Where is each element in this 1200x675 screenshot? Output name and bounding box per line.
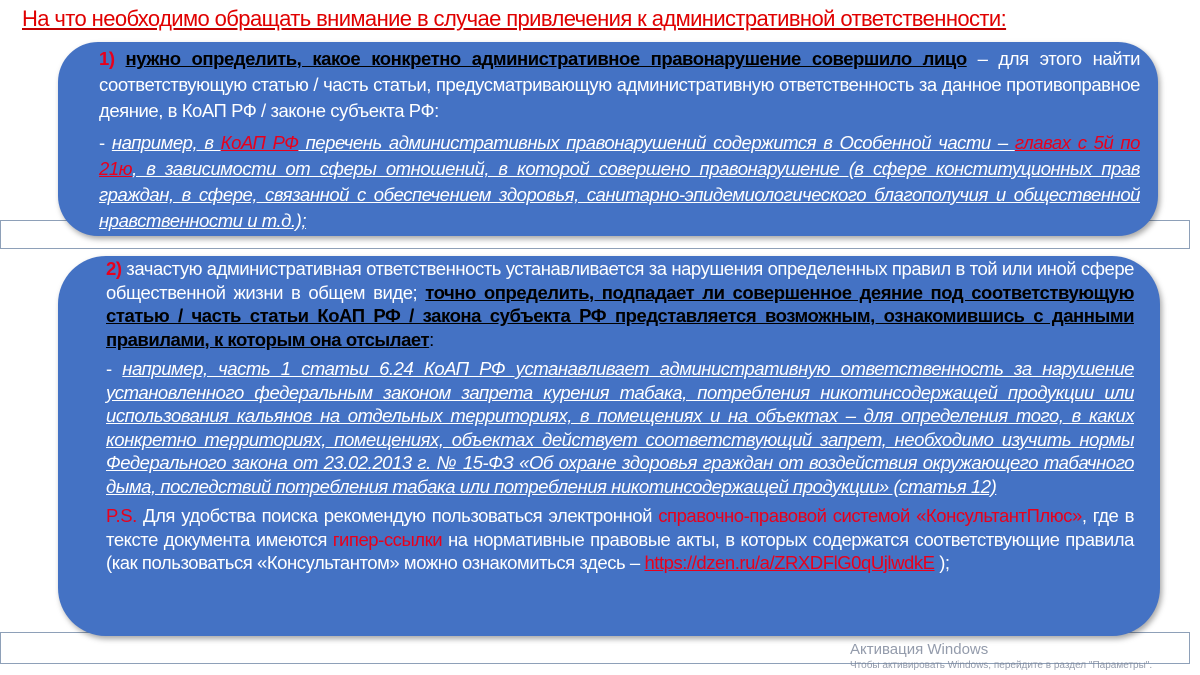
- block-1-bold: нужно определить, какое конкретно административное правонарушение совершило лицо: [125, 48, 967, 69]
- block-2-number: 2): [106, 258, 122, 279]
- dzen-link[interactable]: https://dzen.ru/a/ZRXDFlG0qUjlwdkE: [644, 552, 935, 573]
- example-text: например, часть 1 статьи 6.24 КоАП РФ устанавливает административную ответственность за нарушение установленного федеральным законом запрета курения табака, потребления никотинсодержащей продукции или использования кальянов на отдельных территориях, в помещениях и на объектах – для определения того, в каких конкретно территориях, помещениях, объектах действует соответствующий запрет, необходимо изучить нормы Федерального закона от 23.02.2013 г. № 15-ФЗ «Об охране здоровья граждан от воздействия окружающего табачного дыма, последствий потребления табака или потребления никотинсодержащей продукции» (статья 12): [106, 358, 1134, 497]
- colon: :: [429, 328, 434, 350]
- windows-activation-subtitle: Чтобы активировать Windows, перейдите в раздел "Параметры".: [850, 660, 1153, 671]
- dash: -: [99, 132, 112, 153]
- slide-title: На что необходимо обращать внимание в случае привлечения к административной ответственности:: [22, 6, 1007, 31]
- ps-label: P.S.: [106, 505, 137, 526]
- block-1-example: [99, 130, 1140, 234]
- ps-text: на нормативные правовые акты, в которых содержатся соответствующие правила (как пользоваться «Консультантом» можно ознакомиться здесь –: [106, 528, 1134, 573]
- ps-text: Для удобства поиска рекомендую пользоваться электронной: [136, 505, 659, 526]
- ps-note: [106, 504, 1134, 575]
- ps-highlight: гипер-ссылки: [332, 528, 443, 550]
- dash: -: [106, 358, 123, 379]
- example-highlight: главах с 5й по 21ю: [99, 132, 1140, 179]
- ps-text: , где в тексте документа имеются: [106, 505, 1134, 550]
- example-text: например, в: [111, 132, 221, 153]
- ps-text: );: [934, 552, 950, 573]
- example-text: перечень административных правонарушений содержится в Особенной части –: [298, 132, 1015, 153]
- block-2-bold: точно определить, подпадает ли совершенное деяние под соответствующую статью / часть статьи КоАП РФ / закона субъекта РФ представляется возможным, ознакомившись с данными правилами, к которым она отсылает: [106, 281, 1134, 350]
- windows-activation-title: Активация Windows: [850, 641, 989, 658]
- example-highlight: КоАП РФ: [220, 132, 299, 153]
- block-1-main: [99, 46, 1140, 124]
- block-2-example: [106, 357, 1134, 498]
- block-2: [58, 256, 1160, 636]
- block-1: [58, 42, 1158, 236]
- block-2-main: [106, 257, 1134, 351]
- ps-highlight: справочно-правовой системой «КонсультантПлюс»: [658, 505, 1082, 526]
- block-1-number: 1): [99, 48, 115, 69]
- empty-text-frame: [0, 632, 1190, 664]
- example-text: , в зависимости от сферы отношений, в которой совершено правонарушение (в сфере конституционных прав граждан, в сфере, связанной с обеспечением здоровья, санитарно-эпидемиологического благополучия и общественной нравственности и т.д.);: [99, 158, 1140, 231]
- block-2-text: зачастую административная ответственность устанавливается за нарушения определенных правил в той или иной сфере общественной жизни в общем виде;: [106, 258, 1134, 303]
- block-1-text: – для этого найти соответствующую статью / часть статьи, предусматривающую административную ответственность за данное противоправное деяние, в КоАП РФ / законе субъекта РФ:: [99, 48, 1140, 121]
